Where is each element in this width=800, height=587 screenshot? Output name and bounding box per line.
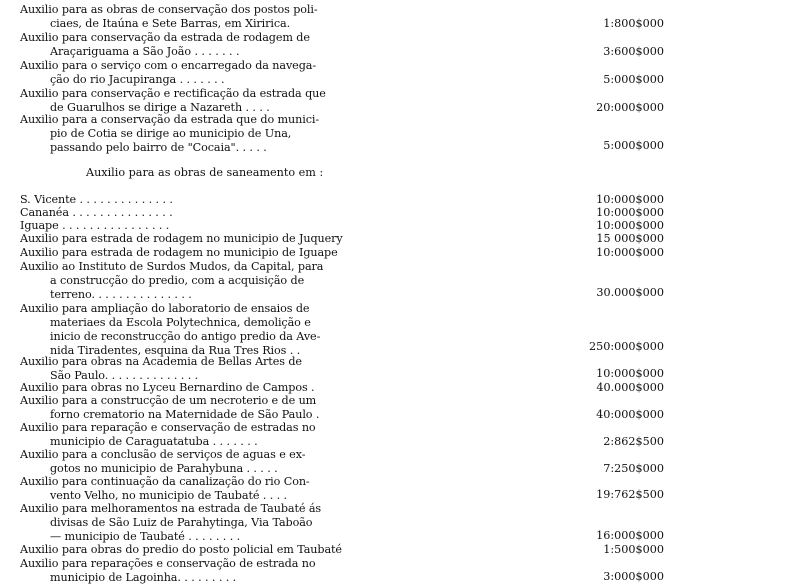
entry-description: [20, 232, 346, 246]
section-heading: Auxilio para as obras de saneamento em :: [86, 166, 324, 179]
entry-value: 250:000$000: [589, 340, 664, 353]
entry-description: [20, 206, 346, 220]
entry-value: 40.000$000: [596, 381, 664, 394]
entry-line: Auxilio para estrada de rodagem no municipio de Iguape: [20, 246, 338, 259]
entry-description: [20, 302, 346, 358]
entry-description: [20, 246, 346, 260]
entry-line: Auxilio para a construcção de um necroterio e de um: [20, 394, 317, 407]
entry-line: materiaes da Escola Polytechnica, demolição e: [50, 316, 311, 329]
entry-description: [20, 381, 346, 395]
entry-value: 10:000$000: [596, 206, 664, 219]
entry-value: 5:000$000: [603, 139, 664, 152]
entry-description: [20, 557, 346, 585]
entry-line: Auxilio para melhoramentos na estrada de Taubaté ás: [20, 502, 322, 515]
entry-description: [20, 355, 346, 383]
entry-value: 10:000$000: [596, 367, 664, 380]
entry-value: 19:762$500: [596, 488, 664, 501]
entry-line: Auxilio para obras na Academia de Bellas Artes de: [20, 355, 302, 368]
entry-line: São Paulo. . . . . . . . . . . . . .: [50, 369, 199, 382]
entry-value: 1:800$000: [603, 17, 664, 30]
entry-line: Auxilio para obras no Lyceu Bernardino de Campos .: [20, 381, 315, 394]
entry-line: Auxilio para o serviço com o encarregado da navega-: [20, 59, 317, 72]
entry-line: Auxilio para obras do predio do posto policial em Taubaté: [20, 543, 342, 556]
entry-line: — municipio de Taubaté . . . . . . . .: [50, 530, 241, 543]
entry-description: [20, 193, 346, 207]
entry-line: passando pelo bairro de "Cocaia". . . . .: [50, 141, 267, 154]
entry-line: divisas de São Luiz de Parahytinga, Via Taboão: [50, 516, 313, 529]
entry-line: Auxilio para continuação da canalização do rio Con-: [20, 475, 310, 488]
entry-value: 3:000$000: [603, 570, 664, 583]
entry-line: Auxilio para a conservação da estrada que do munici-: [20, 113, 320, 126]
entry-value: 7:250$000: [603, 462, 664, 475]
entry-line: Auxilio para a conclusão de serviços de aguas e ex-: [20, 448, 306, 461]
entry-line: nida Tiradentes, esquina da Rua Tres Rios . .: [50, 344, 301, 357]
entry-description: [20, 502, 346, 544]
entry-line: Auxilio para as obras de conservação dos postos poli-: [20, 3, 318, 16]
entry-line: gotos no municipio de Parahybuna . . . . .: [50, 462, 278, 475]
entry-description: [20, 219, 346, 233]
entry-line: forno crematorio na Maternidade de São Paulo .: [50, 408, 320, 421]
entry-line: Auxilio para estrada de rodagem no municipio de Juquery: [20, 232, 343, 245]
entry-description: [20, 113, 346, 155]
entry-description: [20, 543, 346, 557]
entry-description: [20, 475, 346, 503]
entry-line: ciaes, de Itaúna e Sete Barras, em Xiririca.: [50, 17, 291, 30]
entry-value: 3:600$000: [603, 45, 664, 58]
entry-value: 15 000$000: [596, 232, 664, 245]
entry-description: [20, 260, 346, 302]
entry-value: 5:000$000: [603, 73, 664, 86]
entry-line: Auxilio para conservação e rectificação da estrada que: [20, 87, 326, 100]
entry-description: [20, 3, 346, 31]
entry-value: 10:000$000: [596, 246, 664, 259]
entry-line: Auxilio ao Instituto de Surdos Mudos, da Capital, para: [20, 260, 324, 273]
entry-value: 10:000$000: [596, 219, 664, 232]
entry-value: 30.000$000: [596, 286, 664, 299]
entry-value: 40:000$000: [596, 408, 664, 421]
entry-description: [20, 31, 346, 59]
entry-line: municipio de Caraguatatuba . . . . . . .: [50, 435, 258, 448]
entry-value: 20:000$000: [596, 101, 664, 114]
entry-line: S. Vicente . . . . . . . . . . . . . .: [20, 193, 173, 206]
entry-line: Auxilio para ampliação do laboratorio de ensaios de: [20, 302, 310, 315]
entry-line: Auxilio para conservação da estrada de rodagem de: [20, 31, 310, 44]
entry-line: a construcção do predio, com a acquisição de: [50, 274, 305, 287]
entry-value: 10:000$000: [596, 193, 664, 206]
entry-line: de Guarulhos se dirige a Nazareth . . . .: [50, 101, 270, 114]
entry-line: ção do rio Jacupiranga . . . . . . .: [50, 73, 225, 86]
entry-line: vento Velho, no municipio de Taubaté . . . .: [50, 489, 288, 502]
entry-description: [20, 87, 346, 115]
entry-line: Iguape . . . . . . . . . . . . . . . .: [20, 219, 170, 232]
entry-value: 16:000$000: [596, 529, 664, 542]
entry-description: [20, 394, 346, 422]
entry-description: [20, 448, 346, 476]
entry-description: [20, 59, 346, 87]
entry-line: Auxilio para reparações e conservação de estrada no: [20, 557, 316, 570]
entry-line: Cananéa . . . . . . . . . . . . . . .: [20, 206, 173, 219]
entry-line: inicio de reconstrucção do antigo predio da Ave-: [50, 330, 321, 343]
entry-value: 2:862$500: [603, 435, 664, 448]
entry-line: municipio de Lagoinha. . . . . . . . .: [50, 571, 237, 584]
entry-line: pio de Cotia se dirige ao municipio de Una,: [50, 127, 292, 140]
entry-value: 1:500$000: [603, 543, 664, 556]
entry-description: [20, 421, 346, 449]
entry-line: terreno. . . . . . . . . . . . . . .: [50, 288, 192, 301]
entry-line: Araçariguama a São João . . . . . . .: [50, 45, 240, 58]
entry-line: Auxilio para reparação e conservação de estradas no: [20, 421, 316, 434]
